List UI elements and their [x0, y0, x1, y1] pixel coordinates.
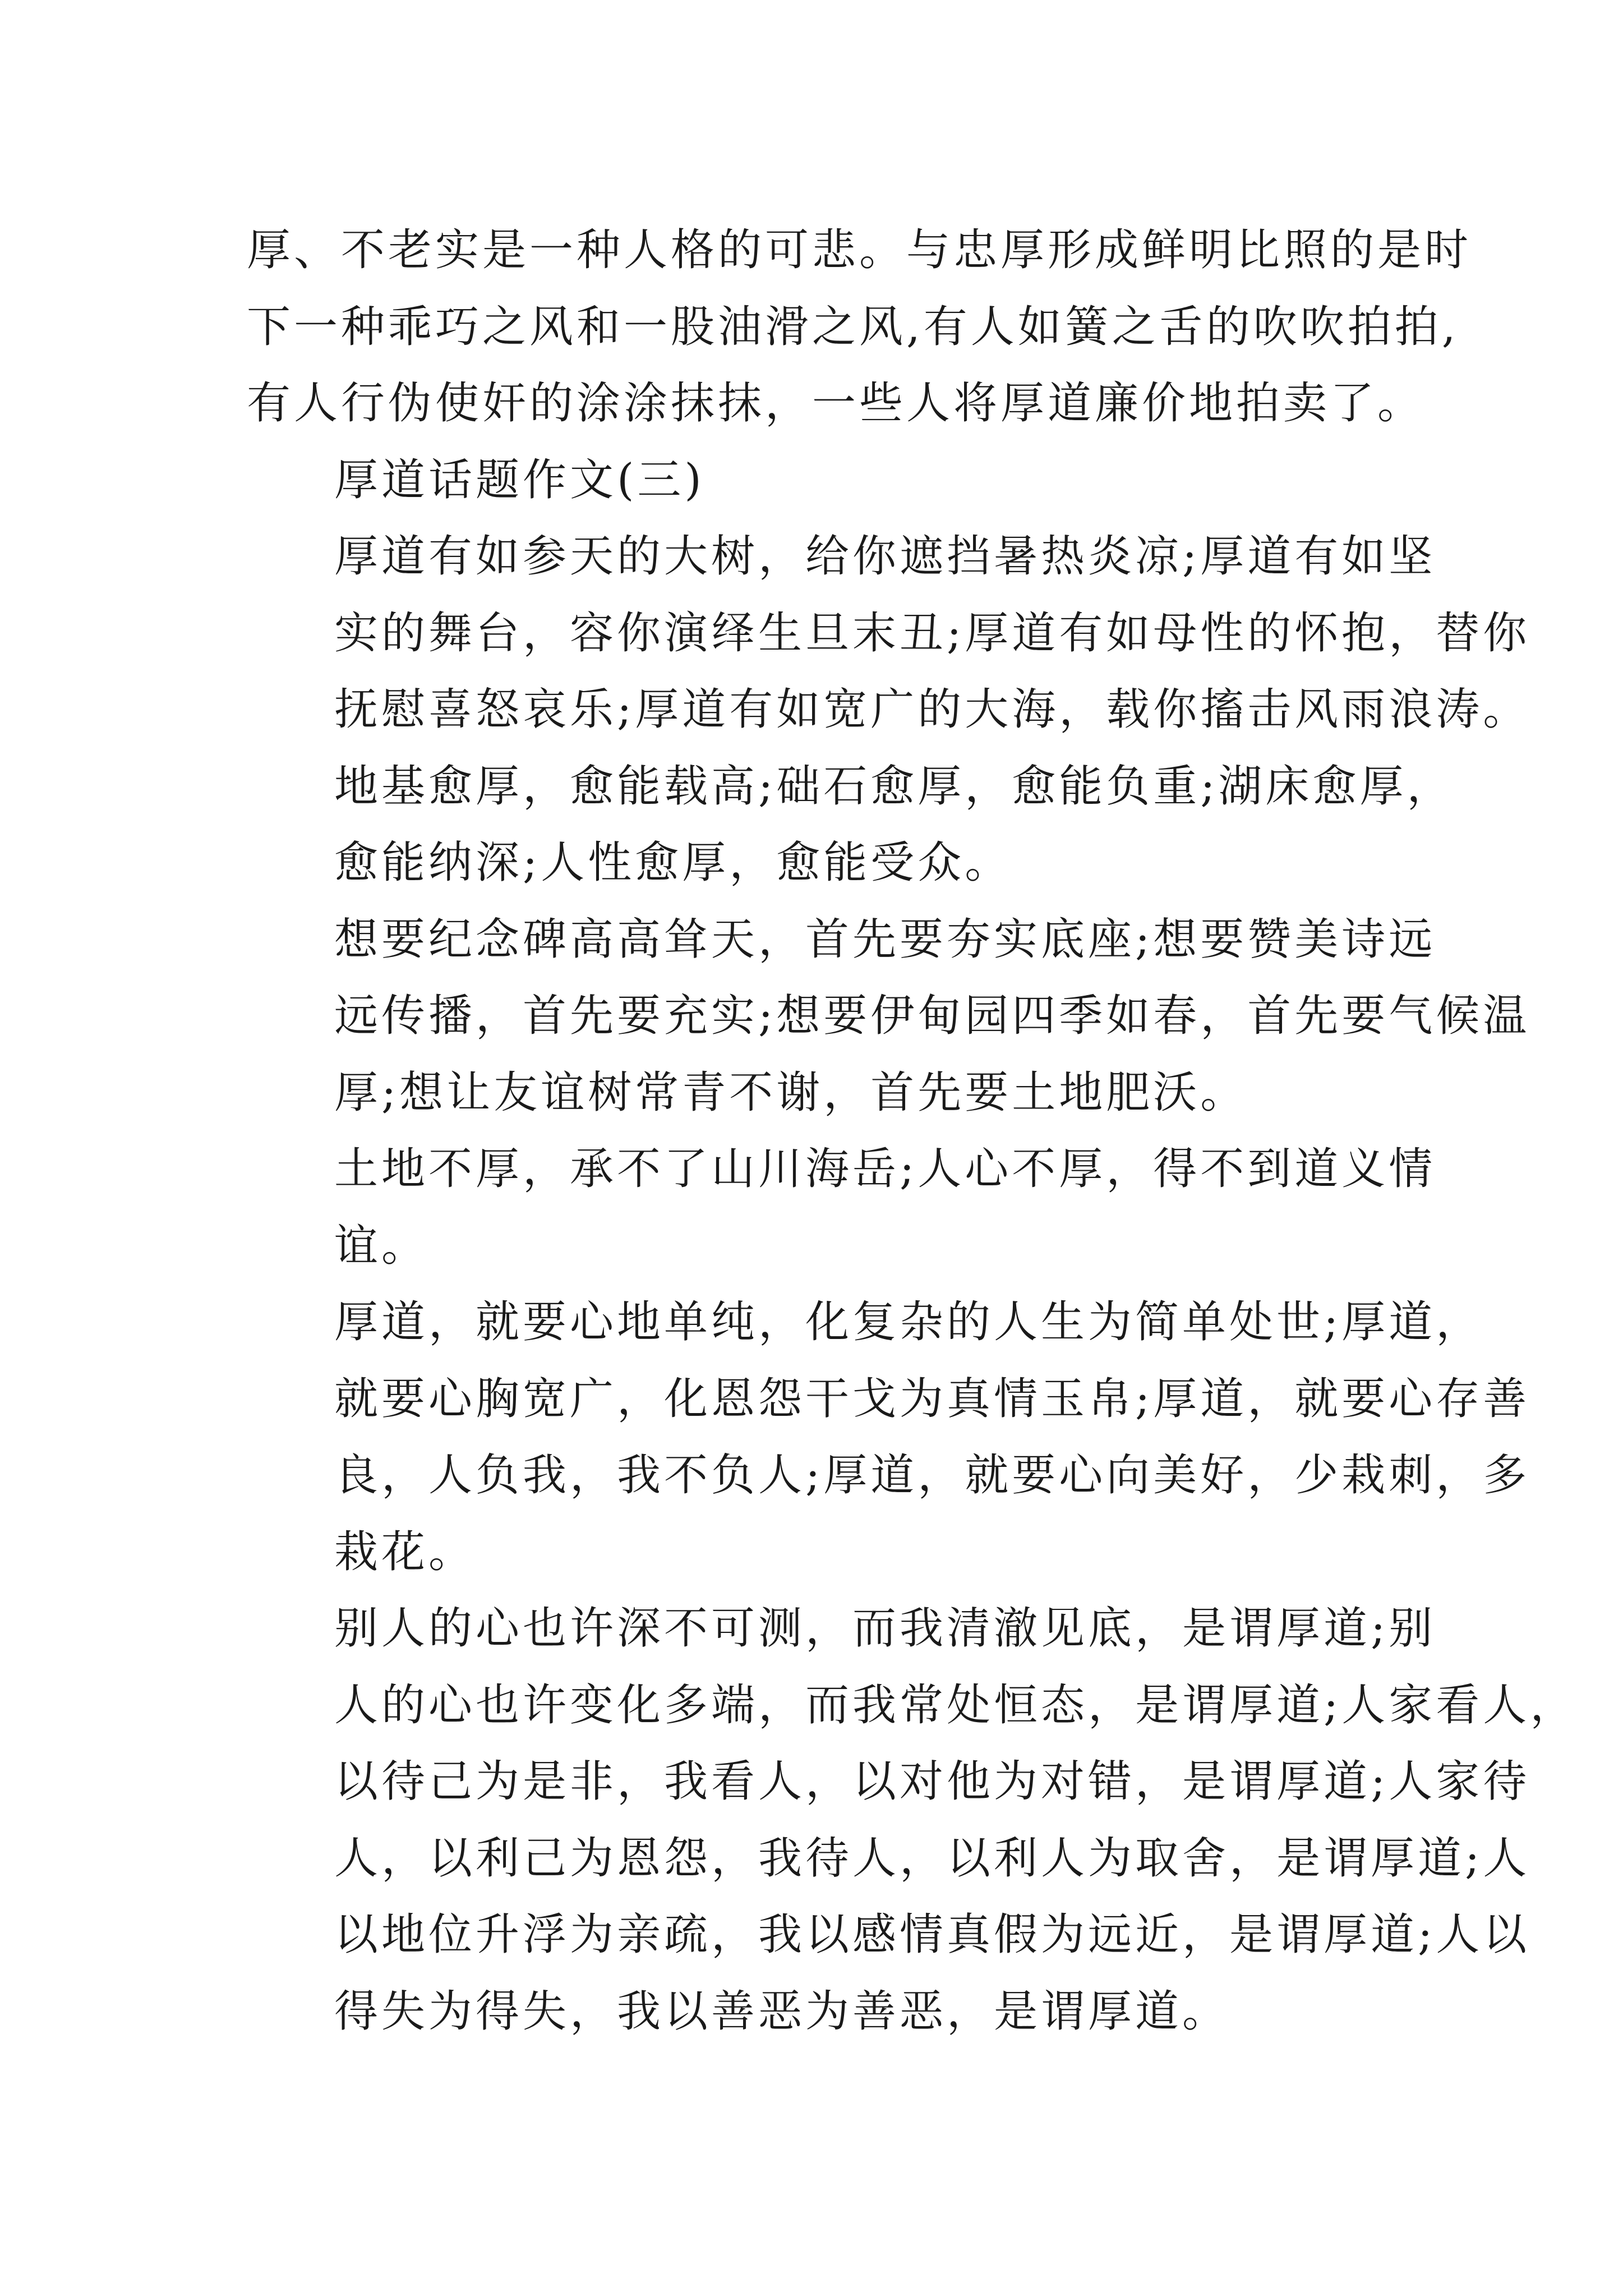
text-line: 以地位升浮为亲疏，我以感情真假为远近，是谓厚道;人以: [334, 1910, 1530, 1960]
text-line: 谊。: [334, 1220, 429, 1271]
text-line: 厚、不老实是一种人格的可悲。与忠厚形成鲜明比照的是时: [247, 225, 1472, 275]
text-line: 愈能纳深;人性愈厚，愈能受众。: [334, 838, 1012, 888]
text-line: 别人的心也许深不可测，而我清澈见底，是谓厚道;别: [334, 1603, 1436, 1654]
text-line: 实的舞台，容你演绎生旦末丑;厚道有如母性的怀抱，替你: [334, 608, 1530, 659]
paragraph: [247, 901, 1530, 1131]
paragraph: [247, 518, 1530, 748]
text-line: 下一种乖巧之风和一股油滑之风,有人如簧之舌的吹吹拍拍,: [247, 301, 1459, 352]
section-heading: [247, 442, 1413, 519]
text-line: 远传播，首先要充实;想要伊甸园四季如春，首先要气候温: [334, 991, 1530, 1041]
text-line: 地基愈厚，愈能载高;础石愈厚，愈能负重;湖床愈厚，: [334, 761, 1454, 812]
text-line: 人，以利己为恩怨，我待人，以利人为取舍，是谓厚道;人: [334, 1833, 1530, 1884]
paragraph: [247, 748, 1454, 901]
text-line: 栽花。: [334, 1526, 476, 1577]
text-line: 就要心胸宽广，化恩怨干戈为真情玉帛;厚道，就要心存善: [334, 1373, 1530, 1424]
paragraph: [247, 1131, 1436, 1284]
text-line: 有人行伪使奸的涂涂抹抹，一些人将厚道廉价地拍卖了。: [247, 378, 1425, 429]
text-line: 抚慰喜怒哀乐;厚道有如宽广的大海，载你搐击风雨浪涛。: [334, 684, 1530, 735]
body-text: [247, 212, 1578, 2050]
text-line: 土地不厚，承不了山川海岳;人心不厚，得不到道义情: [334, 1144, 1436, 1194]
text-line: 以待己为是非，我看人，以对他为对错，是谓厚道;人家待: [334, 1756, 1530, 1807]
text-line: 厚;想让友谊树常青不谢，首先要土地肥沃。: [334, 1067, 1248, 1118]
text-line: 想要纪念碑高高耸天，首先要夯实底座;想要赞美诗远: [334, 914, 1436, 965]
text-line: 人的心也许变化多端，而我常处恒态，是谓厚道;人家看人，: [334, 1680, 1578, 1731]
paragraph: [247, 1284, 1530, 1590]
text-line: 厚道，就要心地单纯，化复杂的人生为简单处世;厚道，: [334, 1297, 1483, 1347]
paragraph: [247, 1590, 1578, 2050]
text-line: 良，人负我，我不负人;厚道，就要心向美好，少栽刺，多: [334, 1450, 1530, 1501]
heading-line: 厚道话题作文(三): [334, 454, 705, 505]
paragraph-continuation: [247, 212, 1472, 442]
text-line: 厚道有如参天的大树，给你遮挡暑热炎凉;厚道有如坚: [334, 531, 1436, 582]
text-line: 得失为得失，我以善恶为善恶，是谓厚道。: [334, 1986, 1230, 2037]
